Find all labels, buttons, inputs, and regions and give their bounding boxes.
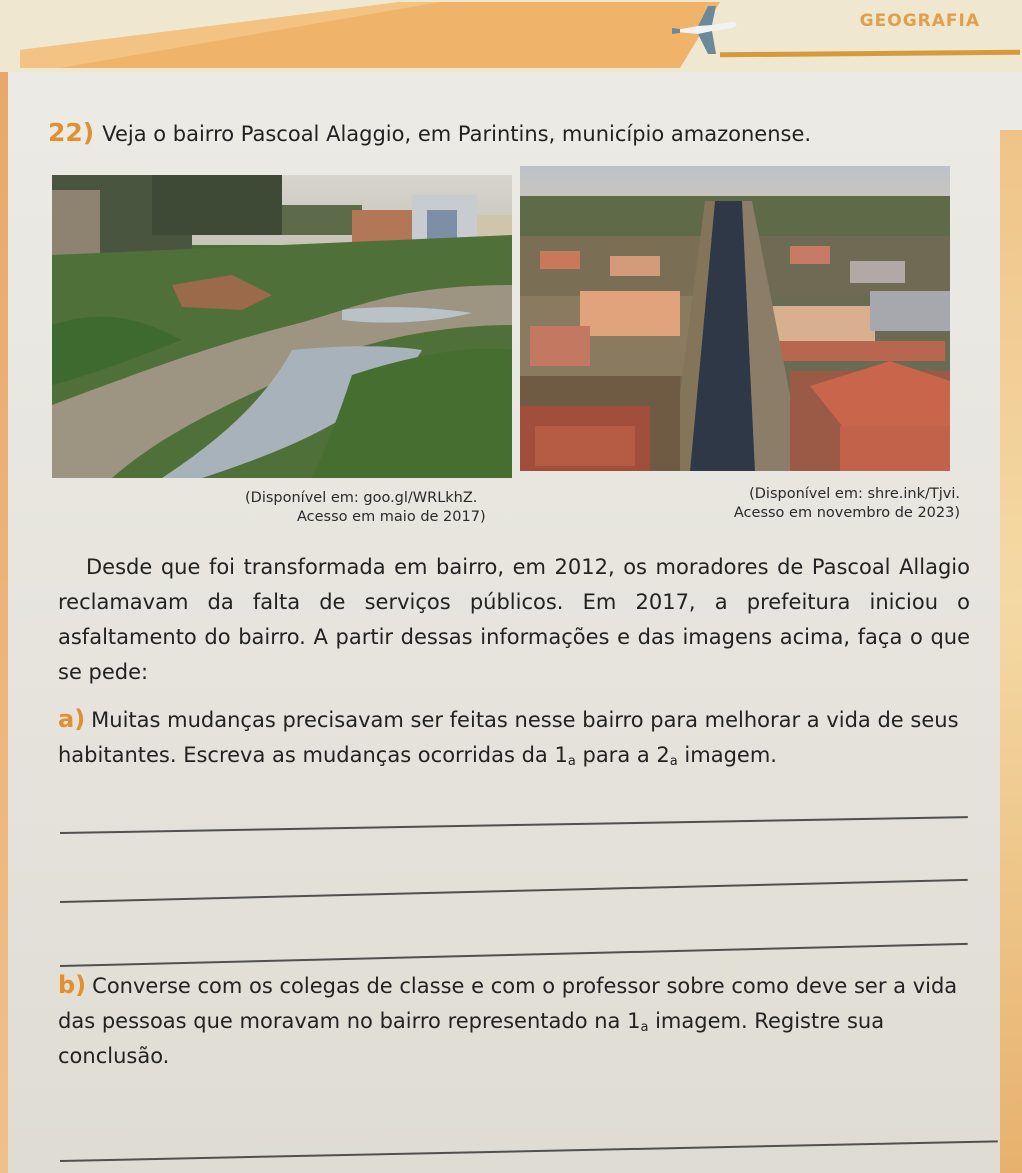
page-header xyxy=(0,0,1022,72)
item-a-text-2: para a 2 xyxy=(575,743,670,767)
page-edge-right xyxy=(1000,130,1022,1173)
item-a-sup-2: a xyxy=(669,754,678,769)
item-a-text-3: imagem. xyxy=(677,743,777,767)
airplane-icon xyxy=(668,0,740,60)
question-title xyxy=(48,118,811,147)
item-a-letter: a) xyxy=(58,705,86,733)
context-paragraph-text: Desde que foi transformada em bairro, em 2012, os moradores de Pascoal Allagio reclamavam da falta de serviços públicos. Em 2017, a prefeitura iniciou o asfaltamento do bairro. A partir dessas informações e das imagens acima, faça o que se pede: xyxy=(58,555,970,684)
answer-line-a3[interactable] xyxy=(60,943,968,967)
item-b-sup-1: a xyxy=(640,1020,649,1035)
photo2-caption-line1: (Disponível em: shre.ink/Tjvi. xyxy=(749,486,960,502)
photo1-caption-line1: (Disponível em: goo.gl/WRLkhZ. xyxy=(245,490,478,506)
question-number: 22) xyxy=(48,118,95,147)
photo2-caption-line2: Acesso em novembro de 2023) xyxy=(733,505,960,521)
context-paragraph xyxy=(58,550,970,690)
item-b-text-2: imagem. Registre sua conclusão. xyxy=(58,1009,885,1068)
photo2-caption xyxy=(700,485,960,523)
photo-paved-street xyxy=(520,166,950,471)
question-text: Veja o bairro Pascoal Alaggio, em Parintins, município amazonense. xyxy=(102,122,812,146)
item-a-sup-1: a xyxy=(567,754,576,769)
photo1-caption-line2: Acesso em maio de 2017) xyxy=(297,509,486,525)
subject-label: GEOGRAFIA xyxy=(859,11,980,31)
answer-line-a2[interactable] xyxy=(60,879,968,903)
item-a-text-1: Muitas mudanças precisavam ser feitas nesse bairro para melhorar a vida de seus habitantes. Escreva as mudanças ocorridas da 1 xyxy=(58,708,959,767)
answer-line-a1[interactable] xyxy=(60,816,968,834)
item-b xyxy=(58,968,973,1074)
photo-dirt-road xyxy=(52,175,512,478)
header-rule xyxy=(720,50,1020,58)
header-band xyxy=(20,2,720,68)
item-a xyxy=(58,702,973,773)
answer-line-b1[interactable] xyxy=(60,1140,998,1162)
photo1-caption xyxy=(245,489,486,527)
item-b-letter: b) xyxy=(58,971,87,999)
item-b-text-1: Converse com os colegas de classe e com o professor sobre como deve ser a vida das pessoas que moravam no bairro representado na 1 xyxy=(58,974,958,1033)
page-edge-left xyxy=(0,72,8,1173)
